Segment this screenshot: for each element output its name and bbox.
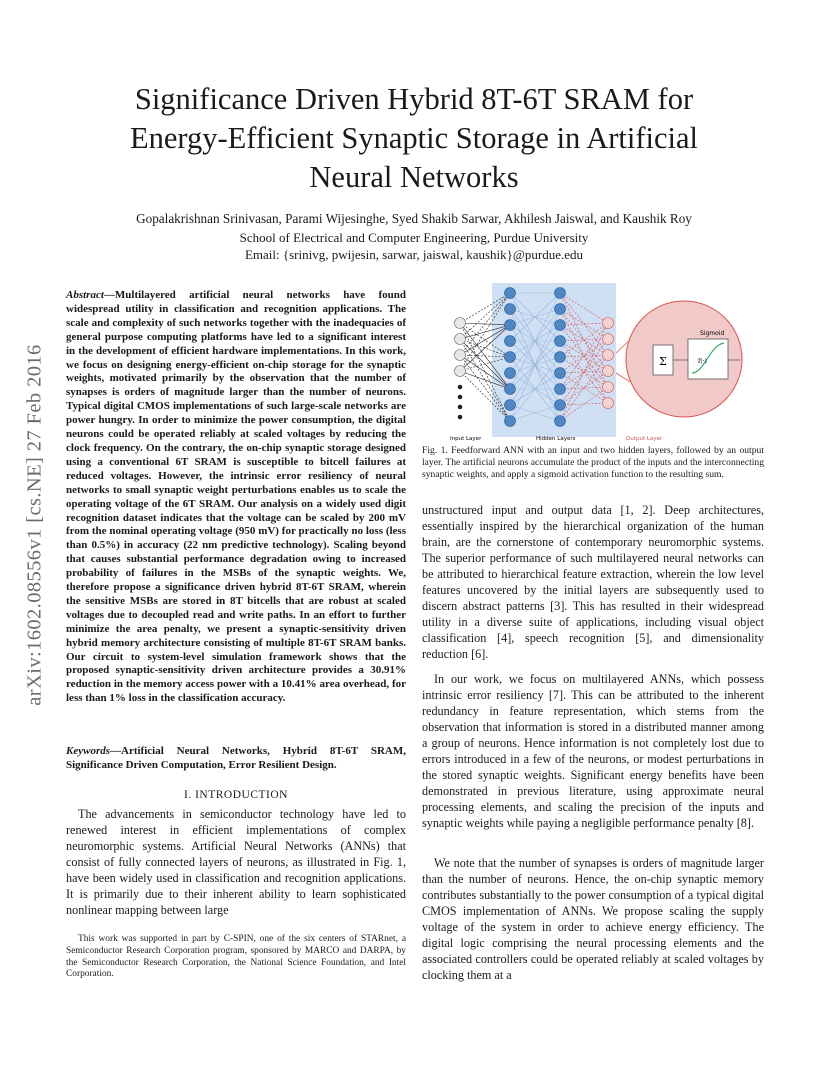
output-neuron xyxy=(603,398,614,409)
abstract-lead: Abstract xyxy=(66,289,104,301)
section-heading-introduction: I. INTRODUCTION xyxy=(184,789,288,801)
input-neuron xyxy=(455,318,466,329)
hidden-neuron xyxy=(505,368,516,379)
input-neuron xyxy=(455,334,466,345)
input-neuron xyxy=(455,366,466,377)
hidden-neuron xyxy=(555,400,566,411)
input-layer-label: Input Layer xyxy=(450,436,482,442)
body-paragraph-3: We note that the number of synapses is orders of magnitude larger than the number of neurons. Hence, the on-chip synaptic memory contributes substantially to the power consumption of a typical digital CMOS implementation of ANNs. We propose scaling the supply voltage of the system in order to achieve energy efficiency. The digital logic comprising the neural processing elements and the associated controllers could be operated reliably at scaled voltages by clocking them at a xyxy=(422,856,764,982)
input-neuron xyxy=(455,350,466,361)
sigmoid-label: Sigmoid xyxy=(700,330,725,337)
hidden-neuron xyxy=(505,416,516,427)
activation-label: f(·) xyxy=(698,358,707,365)
keywords-text: —Artificial Neural Networks, Hybrid 8T-6T SRAM, Significance Driven Computation, Error Resilient Design. xyxy=(66,745,406,771)
input-ellipsis-dot xyxy=(458,415,462,419)
paper-title: Significance Driven Hybrid 8T-6T SRAM for Energy-Efficient Synaptic Storage in Artificial Neural Networks xyxy=(129,82,699,194)
arxiv-stamp: arXiv:1602.08556v1 [cs.NE] 27 Feb 2016 xyxy=(23,344,46,706)
hidden-neuron xyxy=(505,336,516,347)
hidden-neuron xyxy=(505,288,516,299)
hidden-neuron xyxy=(555,352,566,363)
input-ellipsis-dot xyxy=(458,385,462,389)
hidden-neuron xyxy=(555,384,566,395)
abstract xyxy=(66,289,406,706)
hidden-neuron xyxy=(555,320,566,331)
output-neuron xyxy=(603,366,614,377)
body-paragraph-1: unstructured input and output data [1, 2]. Deep architectures, essentially inspired by the hierarchical organization of the human brain, are the cornerstone of contemporary neuromorphic systems. The superior performance of such multilayered neural networks can be attributed to hierarchical feature extraction, wherein the low level features uncovered by the initial layers are subsequently used to discern abstract patterns [3]. This has resulted in their widespread utility in a diverse suite of applications, including visual object classification [4], speech recognition [5], and dimensionality reduction [6]. xyxy=(422,503,764,661)
output-neuron xyxy=(603,334,614,345)
output-neuron xyxy=(603,350,614,361)
hidden-neuron xyxy=(555,416,566,427)
hidden-neuron xyxy=(555,368,566,379)
hidden-layers-label: Hidden Layers xyxy=(536,436,576,442)
hidden-neuron xyxy=(505,400,516,411)
hidden-neuron xyxy=(505,352,516,363)
figure-ann-diagram xyxy=(448,283,768,443)
intro-paragraph: The advancements in semiconductor technology have led to renewed interest in efficient implementations of complex neuromorphic systems. Artificial Neural Networks (ANNs) that consist of fully connected layers of neurons, as illustrated in Fig. 1, have been widely used in classification and recognition applications. It is primarily due to their inherent ability to learn sophisticated nonlinear mapping between large xyxy=(66,807,406,917)
hidden-neuron xyxy=(555,288,566,299)
sum-symbol: Σ xyxy=(659,355,667,368)
output-layer-label: Output Layer xyxy=(626,436,663,442)
email-line: Email: {srinivg, pwijesin, sarwar, jaiswal, kaushik}@purdue.edu xyxy=(244,247,584,262)
figure-caption: Fig. 1. Feedforward ANN with an input and two hidden layers, followed by an output layer. The artificial neurons accumulate the product of the inputs and the interconnecting synaptic weights, and apply a sigmoid activation function to the resulting sum. xyxy=(422,445,764,480)
hidden-neuron xyxy=(555,304,566,315)
footnote: This work was supported in part by C-SPIN, one of the six centers of STARnet, a Semiconductor Research Corporation program, sponsored by MARCO and DARPA, by the Semiconductor Research Corporation, the National Science Foundation, and Intel Corporation. xyxy=(66,934,406,980)
hidden-neuron xyxy=(505,304,516,315)
hidden-neuron xyxy=(555,336,566,347)
ann-diagram-svg xyxy=(448,283,768,443)
body-paragraph-2: In our work, we focus on multilayered ANNs, which possess intrinsic error resiliency [7]. This can be attributed to the inherent redundancy in feature representation, which stems from the observation that information is stored in a distributed manner among a group of neurons. Hence information is not completely lost due to errors introduced in a few of the neurons, or modest perturbations in the stored synaptic weights. Significant energy benefits have been demonstrated in previous literature, using approximate neural processing elements, and scaling the precision of the inputs and synaptic weights while paying a negligible performance penalty [8]. xyxy=(422,672,764,830)
keywords-lead: Keywords xyxy=(66,745,110,757)
affiliation: School of Electrical and Computer Engineering, Purdue University xyxy=(239,230,589,245)
author-list: Gopalakrishnan Srinivasan, Parami Wijesinghe, Syed Shakib Sarwar, Akhilesh Jaiswal, and Kaushik Roy xyxy=(136,211,692,226)
hidden-neuron xyxy=(505,384,516,395)
input-ellipsis-dot xyxy=(458,405,462,409)
abstract-text: —Multilayered artificial neural networks have found widespread utility in classification and recognition applications. The scale and complexity of such networks together with the inadequacies of general purpose computing platforms have led to a significant interest in the development of efficient hardware implementations. In this work, we focus on designing energy-efficient on-chip storage for the synaptic weights, motivated primarily by the observation that the number of synapses is orders of magnitude larger than the number of neurons. Typical digital CMOS implementations of such large-scale networks are power hungry. In order to minimize the power consumption, the digital neurons could be operated reliably at scaled voltages by reducing the clock frequency. On the contrary, the on-chip synaptic storage designed using a conventional 6T SRAM is susceptible to bitcell failures at reduced voltages. However, the intrinsic error resiliency of neural networks to small synaptic weight perturbations enables us to scale the operating voltage of the 6T SRAM. Our analysis on a widely used digit recognition dataset indicates that the voltage can be scaled by 200 mV from the nominal operating voltage (950 mV) for practically no loss (less than 0.5%) in accuracy (22 nm predictive technology). Scaling beyond that causes substantial performance degradation owing to increased probability of failures in the MSBs of the synaptic weights. We, therefore propose a significance driven hybrid 8T-6T SRAM, wherein the sensitive MSBs are stored in 8T bitcells that are robust at scaled voltages due to decoupled read and write paths. In an effort to further minimize the area penalty, we present a synaptic-sensitivity driven hybrid memory architecture consisting of multiple 8T-6T SRAM banks. Our circuit to system-level simulation framework shows that the proposed synaptic-sensitivity driven architecture provides a 30.91% reduction in the memory access power with a 10.41% area overhead, for less than 1% loss in the classification accuracy. xyxy=(66,289,406,705)
input-ellipsis-dot xyxy=(458,395,462,399)
output-neuron xyxy=(603,382,614,393)
output-neuron xyxy=(603,318,614,329)
hidden-neuron xyxy=(505,320,516,331)
keywords xyxy=(66,745,406,773)
